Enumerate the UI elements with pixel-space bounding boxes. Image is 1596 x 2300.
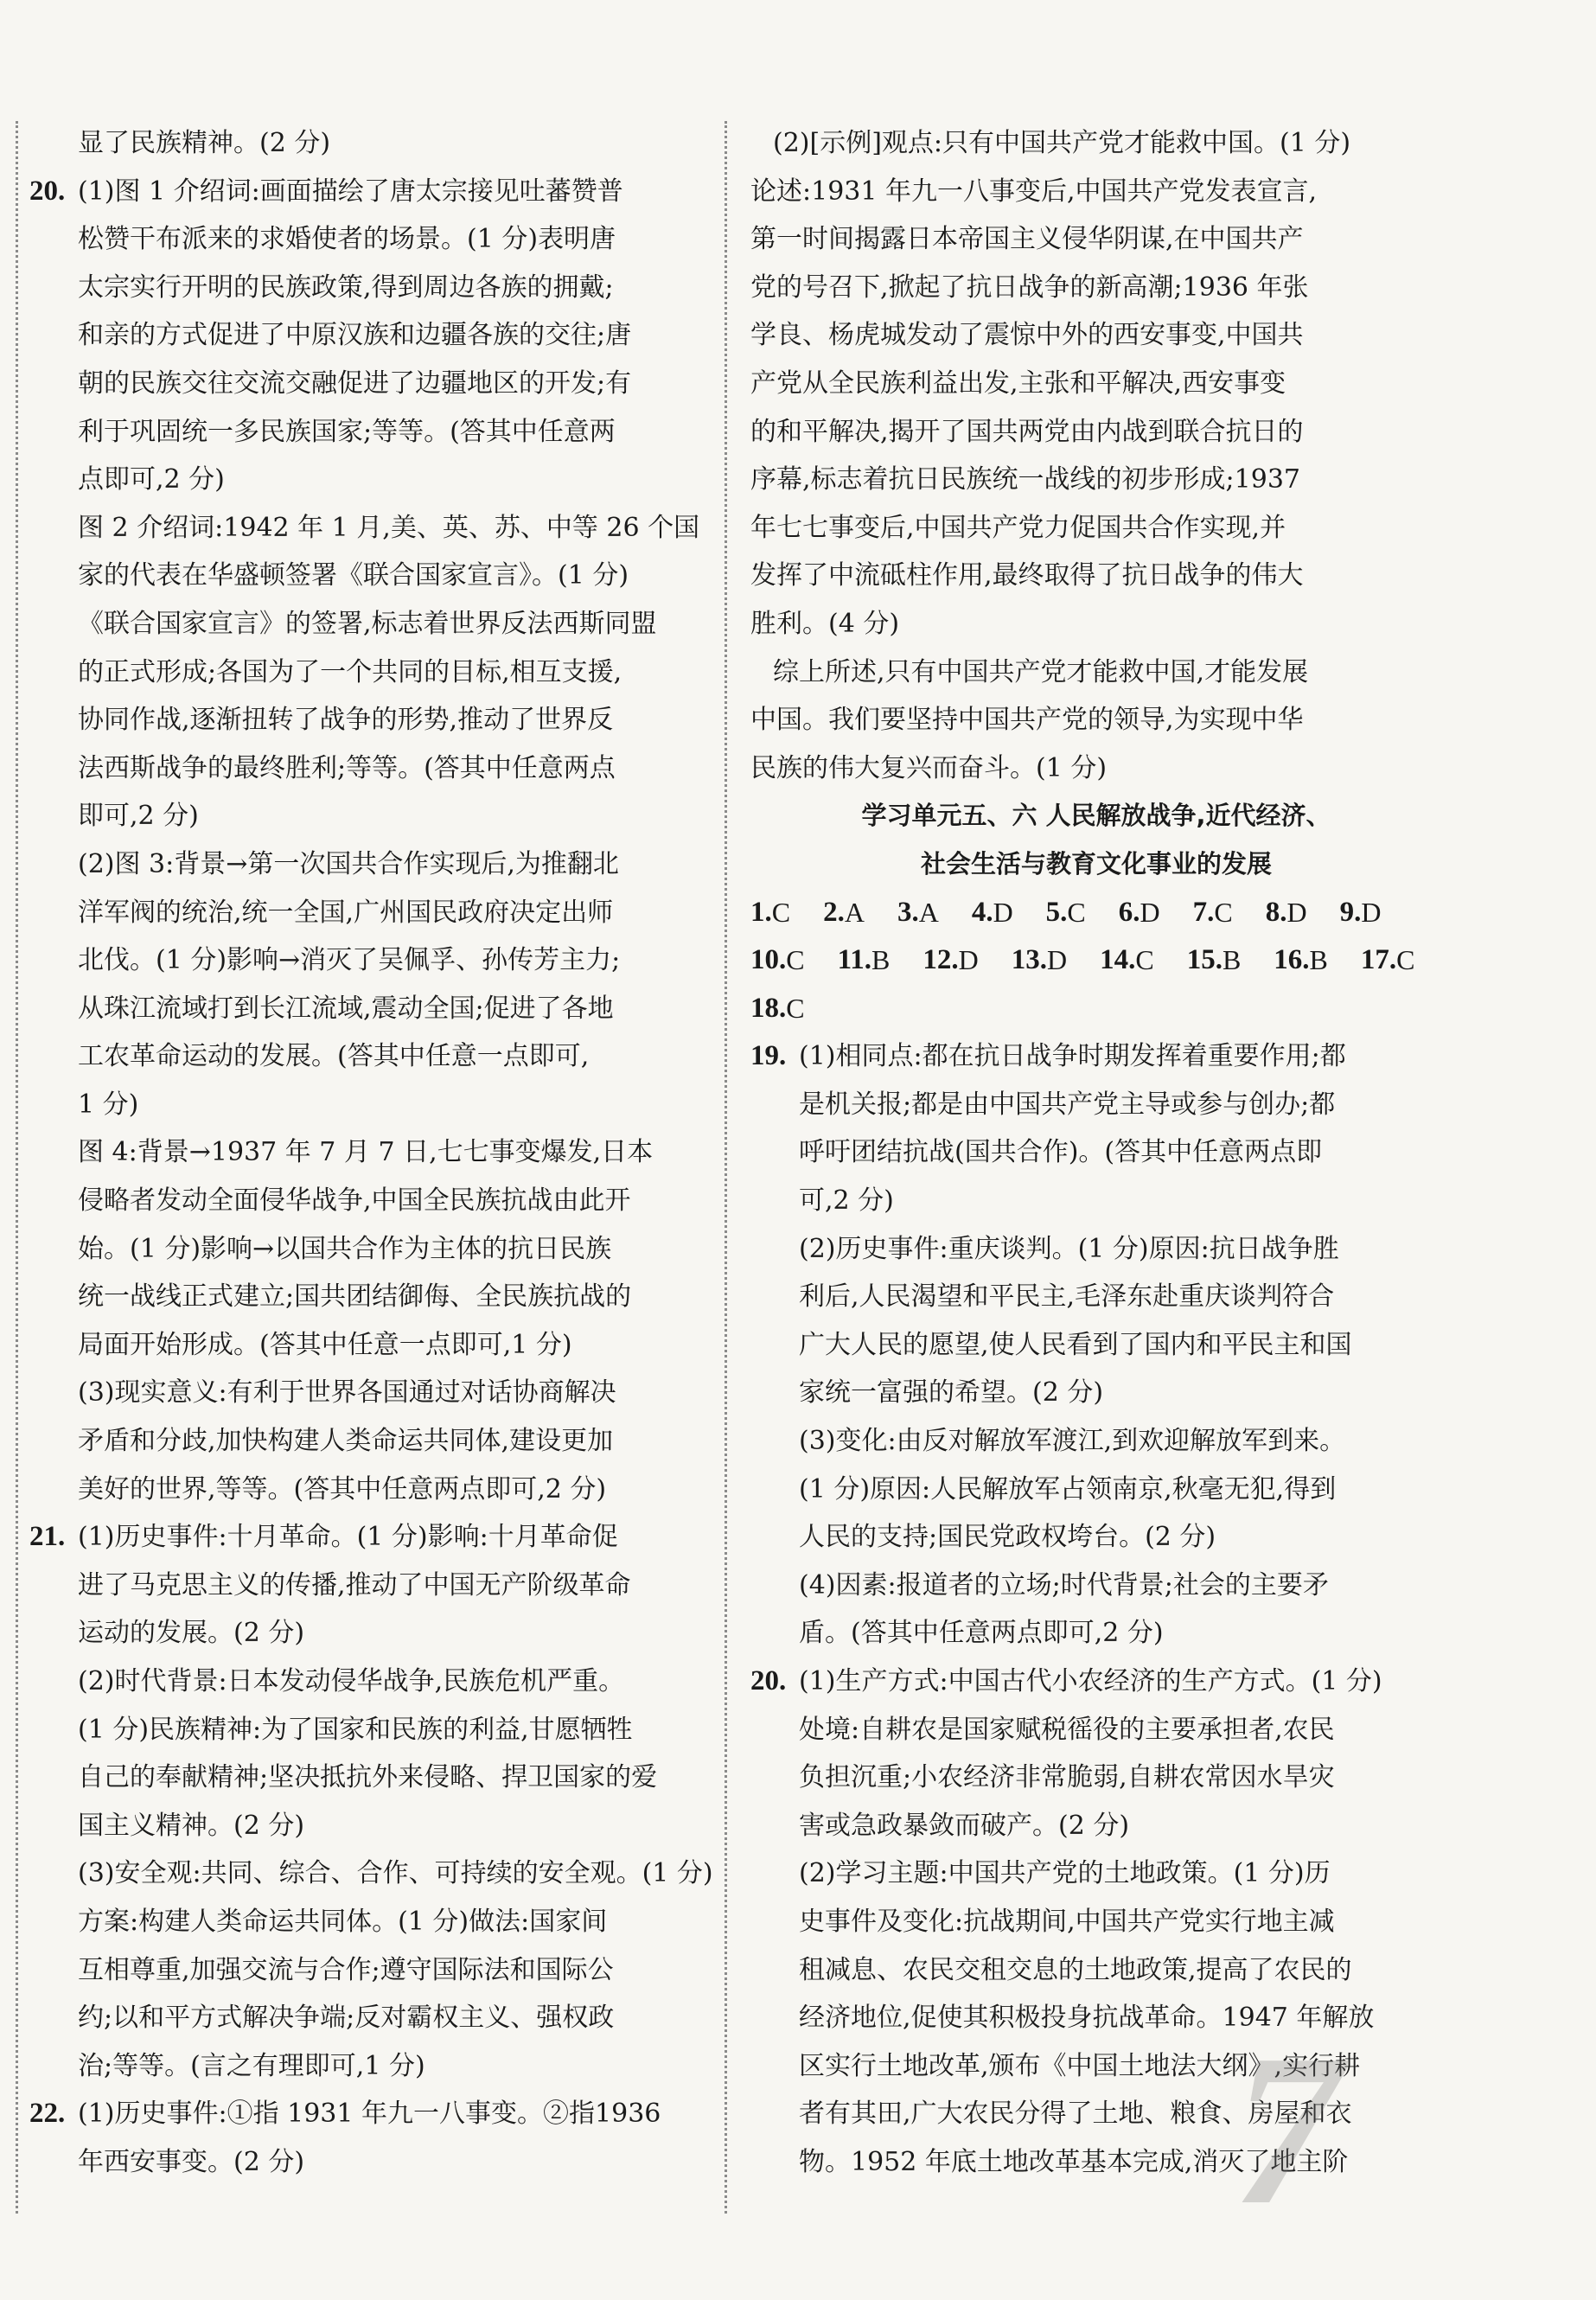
answer-line bbox=[29, 936, 714, 985]
mc-question-number: 7. bbox=[1192, 896, 1215, 928]
answer-line bbox=[750, 1032, 1442, 1081]
mc-question-number: 1. bbox=[750, 896, 772, 928]
answer-text: 者有其田,广大农民分得了土地、粮食、房屋和衣 bbox=[799, 2099, 1352, 2130]
answer-line bbox=[29, 2042, 714, 2091]
answer-line: 论述:1931 年九一八事变后,中国共产党发表宣言, bbox=[750, 176, 1318, 207]
answer-line bbox=[29, 1321, 714, 1370]
answer-text: 侵略者发动全面侵华战争,中国全民族抗战由此开 bbox=[78, 1185, 631, 1217]
answer-line bbox=[29, 1081, 714, 1129]
question-number: 19. bbox=[750, 1040, 787, 1072]
answer-text: 局面开始形成。(答其中任意一点即可,1 分) bbox=[78, 1329, 572, 1360]
answer-line: 综上所述,只有中国共产党才能救中国,才能发展 bbox=[773, 656, 1309, 687]
mc-question-number: 9. bbox=[1339, 896, 1362, 928]
mc-row bbox=[750, 889, 1442, 937]
answer-text: 可,2 分) bbox=[799, 1185, 894, 1217]
answer-line: 产党从全民族利益出发,主张和平解决,西安事变 bbox=[750, 367, 1286, 399]
answer-text: (1)历史事件:十月革命。(1 分)影响:十月革命促 bbox=[78, 1522, 618, 1553]
mc-question-number: 3. bbox=[897, 896, 919, 928]
answer-text: 点即可,2 分) bbox=[78, 464, 225, 495]
mc-question-number: 4. bbox=[971, 896, 993, 928]
answer-line: 第一时间揭露日本帝国主义侵华阴谋,在中国共产 bbox=[750, 224, 1304, 255]
answer-line bbox=[750, 1081, 1442, 1129]
answer-text: 广大人民的愿望,使人民看到了国内和平民主和国 bbox=[799, 1329, 1352, 1360]
answer-text: (1)生产方式:中国古代小农经济的生产方式。(1 分) bbox=[799, 1666, 1382, 1696]
answer-line bbox=[29, 1273, 714, 1321]
answer-line bbox=[29, 1898, 714, 1946]
answer-text: (4)因素:报道者的立场;时代背景;社会的主要矛 bbox=[799, 1569, 1329, 1600]
question-number: 21. bbox=[29, 1521, 66, 1553]
answer-text: 年西安事变。(2 分) bbox=[78, 2146, 305, 2177]
answer-line bbox=[750, 1706, 1442, 1754]
answer-text: (3)现实意义:有利于世界各国通过对话协商解决 bbox=[78, 1377, 616, 1409]
answer-text: 互相尊重,加强交流与合作;遵守国际法和国际公 bbox=[78, 1954, 614, 1985]
answer-line: 胜利。(4 分) bbox=[750, 608, 900, 639]
mc-answer: C bbox=[1067, 896, 1086, 928]
answer-line: 发挥了中流砥柱作用,最终取得了抗日战争的伟大 bbox=[750, 560, 1304, 591]
answer-text: 利于巩固统一多民族国家;等等。(答其中任意两 bbox=[78, 416, 616, 447]
essay-answer-block bbox=[750, 119, 1442, 792]
answer-text: (1)历史事件:①指 1931 年九一八事变。②指1936 bbox=[78, 2099, 661, 2130]
page-number: 7 bbox=[1233, 2010, 1341, 2250]
answer-line: 中国。我们要坚持中国共产党的领导,为实现中华 bbox=[750, 705, 1304, 736]
answer-text: 家统一富强的希望。(2 分) bbox=[799, 1377, 1104, 1409]
left-column bbox=[29, 119, 714, 2246]
answer-text: 洋军阀的统治,统一全国,广州国民政府决定出师 bbox=[78, 897, 614, 928]
answer-text: 运动的发展。(2 分) bbox=[78, 1618, 305, 1649]
answer-line bbox=[29, 215, 714, 264]
answer-line bbox=[29, 1706, 714, 1754]
mc-row bbox=[750, 985, 1442, 1033]
answer-line: 民族的伟大复兴而奋斗。(1 分) bbox=[750, 752, 1108, 783]
answer-text: 和亲的方式促进了中原汉族和边疆各族的交往;唐 bbox=[78, 320, 632, 351]
answer-text: 图 4:背景→1937 年 7 月 7 日,七七事变爆发,日本 bbox=[78, 1137, 654, 1168]
answer-line bbox=[750, 1513, 1442, 1562]
answer-line bbox=[29, 600, 714, 648]
mc-answer: D bbox=[1361, 896, 1382, 928]
answer-line bbox=[750, 1417, 1442, 1466]
answer-line bbox=[29, 985, 714, 1033]
answer-line bbox=[29, 1802, 714, 1850]
answer-line bbox=[29, 1754, 714, 1802]
mc-answer: C bbox=[1396, 944, 1415, 976]
mc-question-number: 6. bbox=[1118, 896, 1140, 928]
answer-line bbox=[29, 648, 714, 697]
mc-answer: D bbox=[1046, 944, 1068, 976]
answer-text: 从珠江流域打到长江流域,震动全国;促进了各地 bbox=[78, 993, 614, 1024]
column-divider bbox=[725, 121, 727, 2214]
answer-line bbox=[29, 1609, 714, 1658]
mc-answer: B bbox=[871, 944, 891, 976]
answer-line bbox=[29, 696, 714, 744]
answer-line bbox=[29, 456, 714, 504]
answer-line bbox=[29, 889, 714, 937]
answer-text: 害或急政暴敛而破产。(2 分) bbox=[799, 1810, 1130, 1841]
answer-text: 《联合国家宣言》的签署,标志着世界反法西斯同盟 bbox=[78, 608, 657, 639]
answer-text: 的正式形成;各国为了一个共同的目标,相互支援, bbox=[78, 656, 622, 687]
answer-line: 党的号召下,掀起了抗日战争的新高潮;1936 年张 bbox=[750, 272, 1309, 303]
mc-question-number: 10. bbox=[750, 944, 787, 976]
mc-question-number: 11. bbox=[837, 944, 872, 976]
answer-text: 人民的支持;国民党政权垮台。(2 分) bbox=[799, 1522, 1216, 1553]
mc-answer: B bbox=[1309, 944, 1328, 976]
answer-text: 区实行土地改革,颁布《中国土地法大纲》,实行耕 bbox=[799, 2050, 1361, 2081]
answer-text: (1 分)民族精神:为了国家和民族的利益,甘愿牺牲 bbox=[78, 1714, 633, 1745]
answer-text: (2)学习主题:中国共产党的土地政策。(1 分)历 bbox=[799, 1858, 1331, 1889]
section-title-line-2: 社会生活与教育文化事业的发展 bbox=[920, 848, 1272, 878]
answer-text: 治;等等。(言之有理即可,1 分) bbox=[78, 2050, 425, 2081]
mc-question-number: 17. bbox=[1360, 944, 1397, 976]
answer-line bbox=[750, 1321, 1442, 1370]
answer-line bbox=[29, 1128, 714, 1177]
answer-line bbox=[29, 1369, 714, 1417]
answer-line bbox=[29, 1994, 714, 2042]
answer-line bbox=[29, 504, 714, 553]
answer-line bbox=[29, 168, 714, 216]
answer-text: 自己的奉献精神;坚决抵抗外来侵略、捍卫国家的爱 bbox=[78, 1762, 658, 1793]
mc-question-number: 8. bbox=[1265, 896, 1287, 928]
answer-text: 协同作战,逐渐扭转了战争的形势,推动了世界反 bbox=[78, 705, 614, 736]
answer-text: 呼吁团结抗战(国共合作)。(答其中任意两点即 bbox=[799, 1137, 1323, 1168]
answer-line bbox=[750, 1177, 1442, 1225]
mc-answer: D bbox=[958, 944, 979, 976]
mc-question-number: 13. bbox=[1011, 944, 1047, 976]
answer-line bbox=[29, 744, 714, 793]
answer-line bbox=[750, 1946, 1442, 1995]
answer-text: (1)相同点:都在抗日战争时期发挥着重要作用;都 bbox=[799, 1041, 1346, 1072]
mc-answer: A bbox=[918, 896, 939, 928]
answer-line bbox=[750, 1850, 1442, 1898]
multiple-choice-answers bbox=[750, 889, 1442, 1033]
question-number: 20. bbox=[29, 175, 66, 207]
answer-line bbox=[29, 1562, 714, 1610]
answer-line bbox=[750, 1466, 1442, 1514]
answer-text: 物。1952 年底土地改革基本完成,消灭了地主阶 bbox=[799, 2146, 1349, 2177]
answer-line bbox=[29, 1032, 714, 1081]
answer-text: (2)图 3:背景→第一次国共合作实现后,为推翻北 bbox=[78, 848, 619, 879]
answer-line bbox=[29, 1658, 714, 1706]
answer-text: 即可,2 分) bbox=[78, 801, 199, 832]
mc-answer: C bbox=[1135, 944, 1154, 976]
answer-line bbox=[29, 360, 714, 408]
answer-text: 处境:自耕农是国家赋税徭役的主要承担者,农民 bbox=[799, 1714, 1335, 1745]
answer-text: (1)图 1 介绍词:画面描绘了唐太宗接见吐蕃赞普 bbox=[78, 176, 623, 207]
left-margin-rule bbox=[16, 121, 18, 2214]
answer-text: 北伐。(1 分)影响→消灭了吴佩孚、孙传芳主力; bbox=[78, 945, 621, 976]
answer-line bbox=[750, 1128, 1442, 1177]
question-number: 22. bbox=[29, 2098, 66, 2130]
mc-question-number: 5. bbox=[1045, 896, 1068, 928]
answer-line bbox=[29, 2138, 714, 2187]
answer-line bbox=[29, 2090, 714, 2138]
answer-line: 的和平解决,揭开了国共两党由内战到联合抗日的 bbox=[750, 416, 1304, 447]
answer-line bbox=[29, 119, 714, 168]
mc-answer: D bbox=[1286, 896, 1307, 928]
answer-text: 国主义精神。(2 分) bbox=[78, 1810, 305, 1841]
section-title-line-1: 学习单元五、六 人民解放战争,近代经济、 bbox=[861, 801, 1331, 831]
answer-text: 约;以和平方式解决争端;反对霸权主义、强权政 bbox=[78, 2003, 615, 2034]
answer-line bbox=[29, 1850, 714, 1898]
answer-text: 始。(1 分)影响→以国共合作为主体的抗日民族 bbox=[78, 1233, 612, 1264]
answer-line bbox=[750, 1273, 1442, 1321]
answer-text: (3)安全观:共同、综合、合作、可持续的安全观。(1 分) bbox=[78, 1858, 713, 1889]
question-number: 20. bbox=[750, 1665, 787, 1696]
mc-row bbox=[750, 936, 1442, 985]
answer-line bbox=[29, 1946, 714, 1995]
mc-question-number: 12. bbox=[922, 944, 959, 976]
answer-line bbox=[750, 1225, 1442, 1274]
mc-answer: D bbox=[1140, 896, 1160, 928]
answer-text: 方案:构建人类命运共同体。(1 分)做法:国家间 bbox=[78, 1906, 608, 1937]
answer-line bbox=[750, 1802, 1442, 1850]
mc-answer: A bbox=[844, 896, 865, 928]
mc-answer: C bbox=[786, 992, 805, 1024]
answer-line: (2)[示例]观点:只有中国共产党才能救中国。(1 分) bbox=[773, 128, 1351, 158]
mc-answer: C bbox=[1214, 896, 1233, 928]
answer-line bbox=[29, 792, 714, 840]
answer-text: 经济地位,促使其积极投身抗战革命。1947 年解放 bbox=[799, 2003, 1375, 2034]
answer-line bbox=[29, 1513, 714, 1562]
mc-question-number: 15. bbox=[1186, 944, 1223, 976]
answer-text: 工农革命运动的发展。(答其中任意一点即可, bbox=[78, 1041, 590, 1072]
answer-text: 朝的民族交往交流交融促进了边疆地区的开发;有 bbox=[78, 367, 632, 399]
answer-line bbox=[750, 1898, 1442, 1946]
right-column bbox=[750, 119, 1442, 2246]
mc-question-number: 2. bbox=[823, 896, 845, 928]
answer-text: 1 分) bbox=[78, 1089, 139, 1120]
answer-line bbox=[29, 408, 714, 457]
answer-text: 负担沉重;小农经济非常脆弱,自耕农常因水旱灾 bbox=[799, 1762, 1335, 1793]
answer-text: 显了民族精神。(2 分) bbox=[78, 128, 331, 158]
mc-answer: C bbox=[786, 944, 805, 976]
answer-line bbox=[29, 311, 714, 360]
answer-text: 史事件及变化:抗战期间,中国共产党实行地主减 bbox=[799, 1906, 1335, 1937]
answer-line bbox=[29, 1177, 714, 1225]
answer-text: 松赞干布派来的求婚使者的场景。(1 分)表明唐 bbox=[78, 224, 616, 255]
answer-text: (1 分)原因:人民解放军占领南京,秋毫无犯,得到 bbox=[799, 1473, 1337, 1505]
answer-text: 图 2 介绍词:1942 年 1 月,美、英、苏、中等 26 个国 bbox=[78, 512, 700, 543]
answer-text: 矛盾和分歧,加快构建人类命运共同体,建设更加 bbox=[78, 1426, 614, 1457]
answer-line bbox=[750, 1562, 1442, 1610]
answer-line: 年七七事变后,中国共产党力促国共合作实现,并 bbox=[750, 512, 1286, 543]
answer-text: (3)变化:由反对解放军渡江,到欢迎解放军到来。 bbox=[799, 1426, 1346, 1457]
answer-line bbox=[750, 1754, 1442, 1802]
answer-line: 学良、杨虎城发动了震惊中外的西安事变,中国共 bbox=[750, 320, 1304, 351]
answer-line bbox=[750, 1658, 1442, 1706]
answer-text: 是机关报;都是由中国共产党主导或参与创办;都 bbox=[799, 1089, 1336, 1120]
mc-question-number: 16. bbox=[1274, 944, 1310, 976]
answer-line bbox=[29, 1417, 714, 1466]
answer-text: 利后,人民渴望和平民主,毛泽东赴重庆谈判符合 bbox=[799, 1281, 1335, 1313]
mc-question-number: 14. bbox=[1100, 944, 1136, 976]
answer-line bbox=[29, 1225, 714, 1274]
answer-text: 美好的世界,等等。(答其中任意两点即可,2 分) bbox=[78, 1473, 607, 1505]
answer-line bbox=[750, 1369, 1442, 1417]
answer-text: 进了马克思主义的传播,推动了中国无产阶级革命 bbox=[78, 1569, 631, 1600]
mc-answer: C bbox=[771, 896, 791, 928]
answer-text: 太宗实行开明的民族政策,得到周边各族的拥戴; bbox=[78, 272, 614, 303]
answer-line bbox=[750, 1609, 1442, 1658]
answer-text: (2)时代背景:日本发动侵华战争,民族危机严重。 bbox=[78, 1666, 625, 1696]
answer-text: (2)历史事件:重庆谈判。(1 分)原因:抗日战争胜 bbox=[799, 1233, 1339, 1264]
answer-text: 家的代表在华盛顿签署《联合国家宣言》。(1 分) bbox=[78, 560, 629, 591]
answer-line bbox=[29, 264, 714, 312]
mc-answer: B bbox=[1222, 944, 1242, 976]
answer-line: 序幕,标志着抗日民族统一战线的初步形成;1937 bbox=[750, 464, 1300, 495]
answer-line bbox=[29, 552, 714, 600]
answer-text: 法西斯战争的最终胜利;等等。(答其中任意两点 bbox=[78, 752, 616, 783]
answer-text: 盾。(答其中任意两点即可,2 分) bbox=[799, 1618, 1164, 1649]
mc-question-number: 18. bbox=[750, 992, 787, 1024]
answer-text: 租减息、农民交租交息的土地政策,提高了农民的 bbox=[799, 1954, 1352, 1985]
mc-answer: D bbox=[993, 896, 1013, 928]
answer-line bbox=[29, 840, 714, 889]
answer-text: 统一战线正式建立;国共团结御侮、全民族抗战的 bbox=[78, 1281, 632, 1313]
answer-line bbox=[29, 1466, 714, 1514]
